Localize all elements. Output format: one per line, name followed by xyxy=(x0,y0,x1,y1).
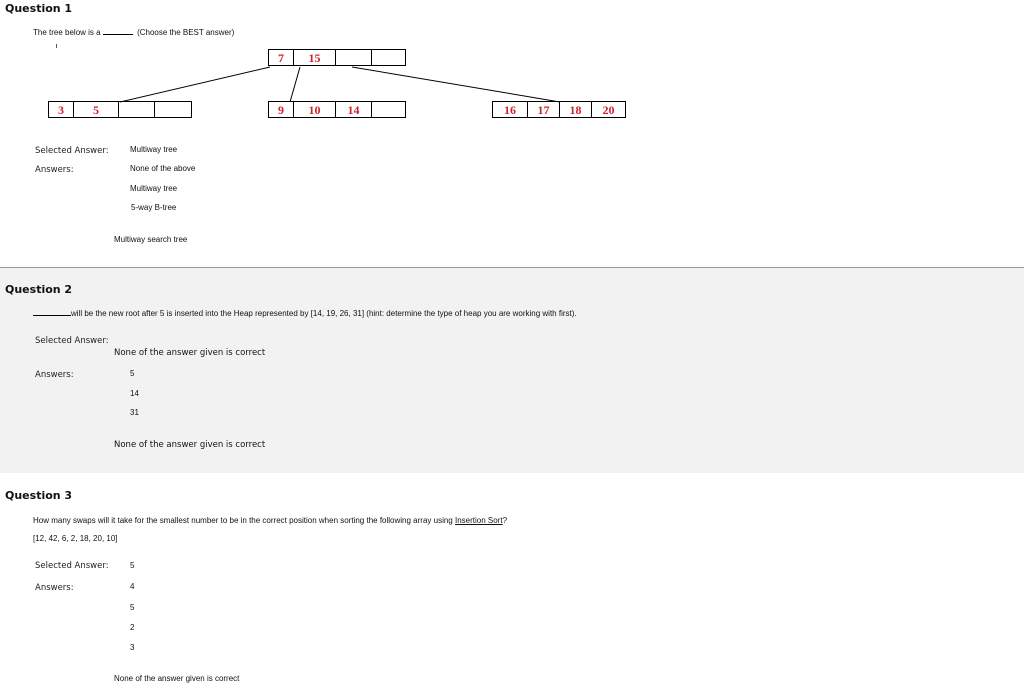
insertion-sort-link[interactable]: Insertion Sort xyxy=(454,516,503,525)
tree-node-middle xyxy=(268,101,406,118)
tree-key: 5 xyxy=(73,101,119,118)
tree-key xyxy=(371,101,406,118)
selected-answer-label: Selected Answer: xyxy=(35,336,109,346)
answer-blank xyxy=(33,315,71,316)
answers-label: Answers: xyxy=(35,583,74,593)
selected-answer-value: None of the answer given is correct xyxy=(114,348,266,358)
question-1-prompt-start: The tree below is a xyxy=(33,28,101,37)
tree-key xyxy=(335,49,372,66)
tree-key: 16 xyxy=(492,101,528,118)
question-2-section xyxy=(0,267,1024,474)
tree-key xyxy=(154,101,192,118)
edge-root-middle xyxy=(290,67,300,102)
tree-node-right xyxy=(492,101,626,118)
answer-option: Multiway tree xyxy=(130,184,178,193)
tree-key: 14 xyxy=(335,101,372,118)
tree-key xyxy=(371,49,406,66)
question-3-section xyxy=(0,473,1024,687)
tree-key: 10 xyxy=(293,101,336,118)
answer-option: 14 xyxy=(130,389,139,398)
answer-option: 4 xyxy=(130,582,135,591)
question-2-prompt xyxy=(33,309,577,318)
correct-answer: None of the answer given is correct xyxy=(114,674,240,683)
question-3-title: Question 3 xyxy=(5,489,73,502)
edge-root-right xyxy=(352,67,560,102)
question-1-prompt-end: (Choose the BEST answer) xyxy=(137,28,235,37)
selected-answer-value: 5 xyxy=(130,561,135,570)
answers-label: Answers: xyxy=(35,165,74,175)
selected-answer-value: Multiway tree xyxy=(130,145,178,154)
question-3-prompt-end: ? xyxy=(502,516,508,525)
answer-option: 3 xyxy=(130,643,135,652)
tree-key: 15 xyxy=(293,49,336,66)
answer-option: 5 xyxy=(130,369,135,378)
tree-key: 9 xyxy=(268,101,294,118)
selected-answer-label: Selected Answer: xyxy=(35,146,109,156)
answer-option: 31 xyxy=(130,408,139,417)
question-3-array: [12, 42, 6, 2, 18, 20, 10] xyxy=(33,534,118,543)
tree-key: 7 xyxy=(268,49,294,66)
question-1-section xyxy=(0,0,1024,267)
question-3-prompt xyxy=(33,516,507,525)
tree-key: 3 xyxy=(48,101,74,118)
answer-option: 5-way B-tree xyxy=(131,203,177,212)
tree-key xyxy=(118,101,155,118)
selected-answer-label: Selected Answer: xyxy=(35,561,109,571)
tree-key: 17 xyxy=(527,101,560,118)
correct-answer: Multiway search tree xyxy=(114,235,188,244)
question-1-title: Question 1 xyxy=(5,2,73,15)
correct-answer: None of the answer given is correct xyxy=(114,440,266,450)
tree-node-left xyxy=(48,101,192,118)
question-2-title: Question 2 xyxy=(5,283,73,296)
tree-node-root xyxy=(268,49,406,66)
answer-option: None of the above xyxy=(130,164,196,173)
tree-key: 18 xyxy=(559,101,592,118)
answer-option: 2 xyxy=(130,623,135,632)
question-2-prompt-text: will be the new root after 5 is inserted into the Heap represented by [14, 19, 26, 31] (hint: determine the type of heap you are working with first). xyxy=(71,309,577,318)
answers-label: Answers: xyxy=(35,370,74,380)
answer-option: 5 xyxy=(130,603,135,612)
tree-key: 20 xyxy=(591,101,626,118)
edge-root-left xyxy=(120,67,270,102)
question-3-prompt-text: How many swaps will it take for the smallest number to be in the correct position when sorting the following array using xyxy=(33,516,453,525)
